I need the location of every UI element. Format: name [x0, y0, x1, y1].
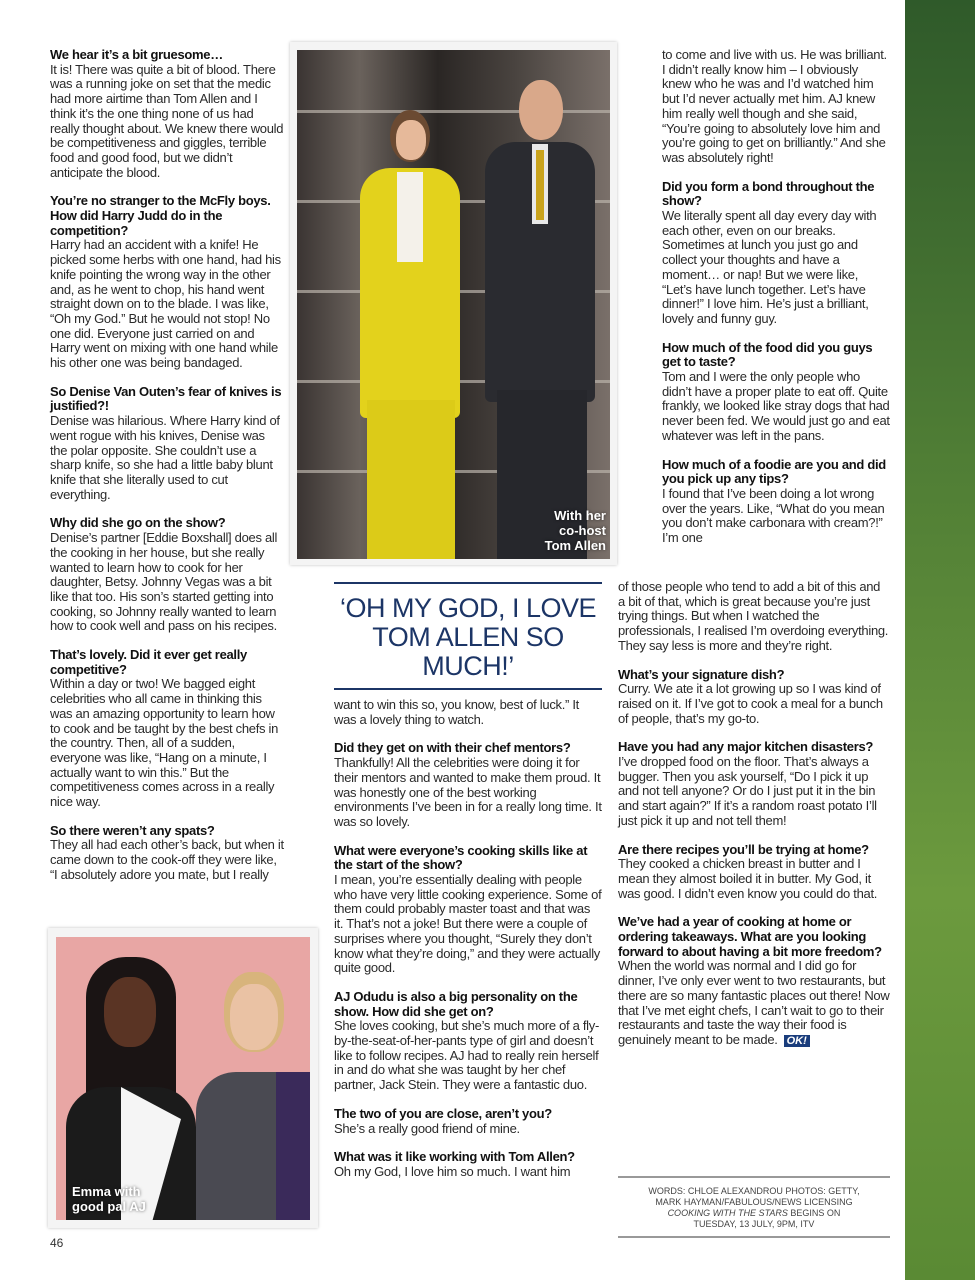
credits-box [618, 1176, 890, 1238]
answer-body: She loves cooking, but she’s much more of a fly-by-the-seat-of-her-pants type of girl and doesn’t like to follow recipes. AJ had to really rein herself in and do what she was taught by her chef partner, Jack Stein. They were a fantastic duo. [334, 1018, 599, 1093]
answer-body: Denise’s partner [Eddie Boxshall] does all the cooking in her house, but she really wanted to learn how to cook for her daughter, Betsy. Johnny Vegas was a bit like that too. His son’s started getting into cooking, so Johnny really wanted to learn how to cook well and pass on his recipes. [50, 530, 278, 634]
answer-text [334, 698, 602, 727]
answer-text [50, 531, 284, 634]
qa-block [334, 698, 602, 727]
qa-block [50, 385, 284, 503]
text-column-2 [334, 698, 602, 1194]
caption-line: co-host [559, 523, 606, 538]
qa-block [50, 516, 284, 634]
text-column-1 [50, 48, 284, 897]
decorative-green-strip [905, 0, 975, 1280]
question-heading: Are there recipes you’ll be trying at home? [618, 841, 869, 857]
question-heading: Did they get on with their chef mentors? [334, 740, 571, 756]
credits-line: MARK HAYMAN/FABULOUS/NEWS LICENSING [655, 1197, 853, 1207]
answer-body: She’s a really good friend of mine. [334, 1120, 520, 1136]
answer-body: Curry. We ate it a lot growing up so I was kind of raised on it. If I’ve got to cook a meal for a bunch of people, that’s my go-to. [618, 681, 883, 726]
qa-block [50, 824, 284, 883]
qa-block [662, 48, 890, 166]
credits-text: BEGINS ON [787, 1208, 841, 1218]
answer-body: Denise was hilarious. Where Harry kind of went rogue with his knives, Denise was the polar opposite. She couldn’t use a sharp knife, so she had a little baby blunt knife that she literally used to cut everything. [50, 413, 280, 502]
pull-quote [334, 582, 602, 690]
answer-body: They all had each other’s back, but when it came down to the cook-off they were like, “I absolutely adore you mate, but I really [50, 837, 284, 882]
answer-body: It is! There was quite a bit of blood. There was a running joke on set that the medic had more airtime than Tom Allen and I think it’s the one thing none of us had really thought about. We knew there would be competitiveness and giggles, terrible food and good food, but we didn’t anticipate the blood. [50, 61, 284, 180]
question-heading: So there weren’t any spats? [50, 822, 215, 838]
question-heading: How much of a foodie are you and did you pick up any tips? [662, 456, 886, 487]
qa-block [50, 648, 284, 810]
qa-block [50, 194, 284, 370]
answer-text [662, 370, 890, 444]
answer-text [50, 238, 284, 370]
qa-block [618, 668, 890, 727]
answer-body: Oh my God, I love him so much. I want him [334, 1163, 571, 1179]
question-heading: So Denise Van Outen’s fear of knives is justified?! [50, 383, 282, 414]
qa-block [618, 843, 890, 902]
qa-block [662, 458, 890, 546]
answer-body: to come and live with us. He was brilliant. I didn’t really know him – I obviously knew who he was and I’d watched him but I’d never actually met him. AJ knew him really well though and she said, “You’re going to absolutely love him and you’re going to get on brilliantly.” And she was absolutely right! [662, 47, 887, 165]
answer-text [618, 755, 890, 829]
answer-body: of those people who tend to add a bit of this and a bit of that, which is great because you’re just trying things. But when I watched the professionals, I realised I’m overdoing everything. They say less is more and they’re right. [618, 579, 889, 653]
answer-text [50, 414, 284, 502]
photo-emma-and-aj [48, 928, 318, 1228]
answer-text [618, 959, 890, 1047]
answer-text [662, 209, 890, 327]
question-heading: Did you form a bond throughout the show? [662, 178, 875, 209]
question-heading: We hear it’s a bit gruesome… [50, 47, 223, 62]
page-number: 46 [50, 1236, 64, 1250]
answer-body: When the world was normal and I did go for dinner, I’ve only ever went to two restaurants, but there are so many fantastic places out there! Now that I’ve met eight chefs, I can’t wait to go to their restaurants and taste the way their food is genuinely meant to be made. [618, 958, 890, 1047]
caption-line: Emma with [72, 1184, 141, 1199]
qa-block [334, 1107, 602, 1136]
answer-text [334, 1165, 602, 1180]
woman-yellow-suit [342, 110, 472, 559]
answer-body: They cooked a chicken breast in butter and I mean they almost boiled it in butter. My God, it was good. I didn’t even know you could do that. [618, 856, 878, 901]
credits-line: WORDS: CHLOE ALEXANDROU PHOTOS: GETTY, [648, 1186, 860, 1196]
emma-figure [196, 972, 310, 1220]
qa-block [334, 844, 602, 976]
qa-block [334, 990, 602, 1093]
answer-body: I found that I’ve been doing a lot wrong over the years. Like, “What do you mean you don’t make carbonara with cream?!” I’m one [662, 485, 885, 546]
answer-text [334, 1019, 602, 1093]
question-heading: What was it like working with Tom Allen? [334, 1149, 575, 1165]
answer-text [50, 63, 284, 181]
pull-quote-text: ‘OH MY GOD, I LOVE TOM ALLEN SO MUCH!’ [339, 593, 597, 681]
question-heading: The two of you are close, aren’t you? [334, 1105, 552, 1121]
caption-line: With her [554, 508, 606, 523]
aj-figure [66, 957, 196, 1220]
man-dark-suit [467, 80, 597, 559]
answer-body: I’ve dropped food on the floor. That’s always a bugger. Then you ask yourself, “Do I pick it up and not tell anyone? Or do I just put it in the bin and start again?” If it’s a random roast potato I’ll just pick it up and not tell them! [618, 754, 877, 828]
question-heading: What were everyone’s cooking skills like at the start of the show? [334, 842, 588, 873]
question-heading: That’s lovely. Did it ever get really competitive? [50, 647, 247, 677]
answer-body: Tom and I were the only people who didn’t have a proper plate to eat off. Quite frankly, we looked like stray dogs that had never been fed. We would just go and eat whatever was left in the pans. [662, 369, 890, 443]
qa-block [618, 580, 890, 654]
question-heading: How much of the food did you guys get to taste? [662, 339, 873, 370]
caption-line: good pal AJ [72, 1199, 146, 1214]
answer-text [50, 838, 284, 882]
caption-line: Tom Allen [544, 538, 606, 553]
answer-text [50, 677, 284, 809]
photo-caption-top [545, 508, 606, 553]
qa-block [50, 48, 284, 180]
show-title: COOKING WITH THE STARS [667, 1208, 788, 1218]
question-heading: AJ Odudu is also a big personality on the show. How did she get on? [334, 988, 578, 1019]
qa-block [618, 740, 890, 828]
qa-block [334, 741, 602, 829]
photo-emma-and-tom [290, 42, 617, 565]
question-heading: We’ve had a year of cooking at home or ordering takeaways. What are you looking forward to about having a bit more freedom? [618, 914, 882, 959]
answer-text [618, 682, 890, 726]
photo-caption-bottom [72, 1184, 146, 1214]
answer-text [618, 857, 890, 901]
answer-body: We literally spent all day every day with each other, even on our breaks. Sometimes at lunch you just go and collect your thoughts and have a moment… or nap! But we were like, “Let’s have lunch together. Let’s have dinner!” I love him. He’s just a brilliant, lovely and funny guy. [662, 208, 877, 326]
answer-text [662, 48, 890, 166]
answer-text [334, 1122, 602, 1137]
answer-text [334, 873, 602, 976]
question-heading: Have you had any major kitchen disasters? [618, 739, 874, 755]
answer-text [334, 756, 602, 830]
ok-end-mark-logo: OK! [784, 1035, 810, 1047]
credits-line [618, 1208, 890, 1219]
text-column-3-top [662, 48, 890, 560]
text-column-3-bottom [618, 580, 890, 1062]
answer-body: Thankfully! All the celebrities were doing it for their mentors and wanted to make them proud. It was honestly one of the best working environments I’ve been in for a really long time. It was so lovely. [334, 755, 602, 829]
qa-block [662, 180, 890, 327]
answer-body: I mean, you’re essentially dealing with people who have very little cooking experience. Some of them could probably master toast and that was it. That’s not a joke! But there were a couple of surprises where you thought, “Surely they don’t know what they’re doing,” and they were actually quite good. [334, 872, 602, 976]
question-heading: What’s your signature dish? [618, 666, 785, 682]
qa-block [662, 341, 890, 444]
answer-body: want to win this so, you know, best of luck.” It was a lovely thing to watch. [334, 697, 579, 727]
qa-block [618, 915, 890, 1047]
credits-line: TUESDAY, 13 JULY, 9PM, ITV [693, 1219, 815, 1229]
question-heading: Why did she go on the show? [50, 515, 226, 531]
qa-block [334, 1150, 602, 1179]
question-heading: You’re no stranger to the McFly boys. How did Harry Judd do in the competition? [50, 193, 271, 238]
answer-text [618, 580, 890, 654]
answer-body: Within a day or two! We bagged eight celebrities who all came in thinking this was an amazing opportunity to learn how to cook and be taught by the best chefs in the country. Then, all of a sudden, everyone was like, “Hang on a minute, I actually want to win this.” But the competitiveness comes across in a really nice way. [50, 676, 279, 810]
answer-text [662, 487, 890, 546]
answer-body: Harry had an accident with a knife! He picked some herbs with one hand, had his knife pointing the wrong way in the other and, as he went to chop, his hand went straight down on to the blade. I was like, “Oh my God.” But he would not stop! No one did. Everyone just carried on and Harry went on mixing with one hand while his other one was being bandaged. [50, 237, 281, 371]
